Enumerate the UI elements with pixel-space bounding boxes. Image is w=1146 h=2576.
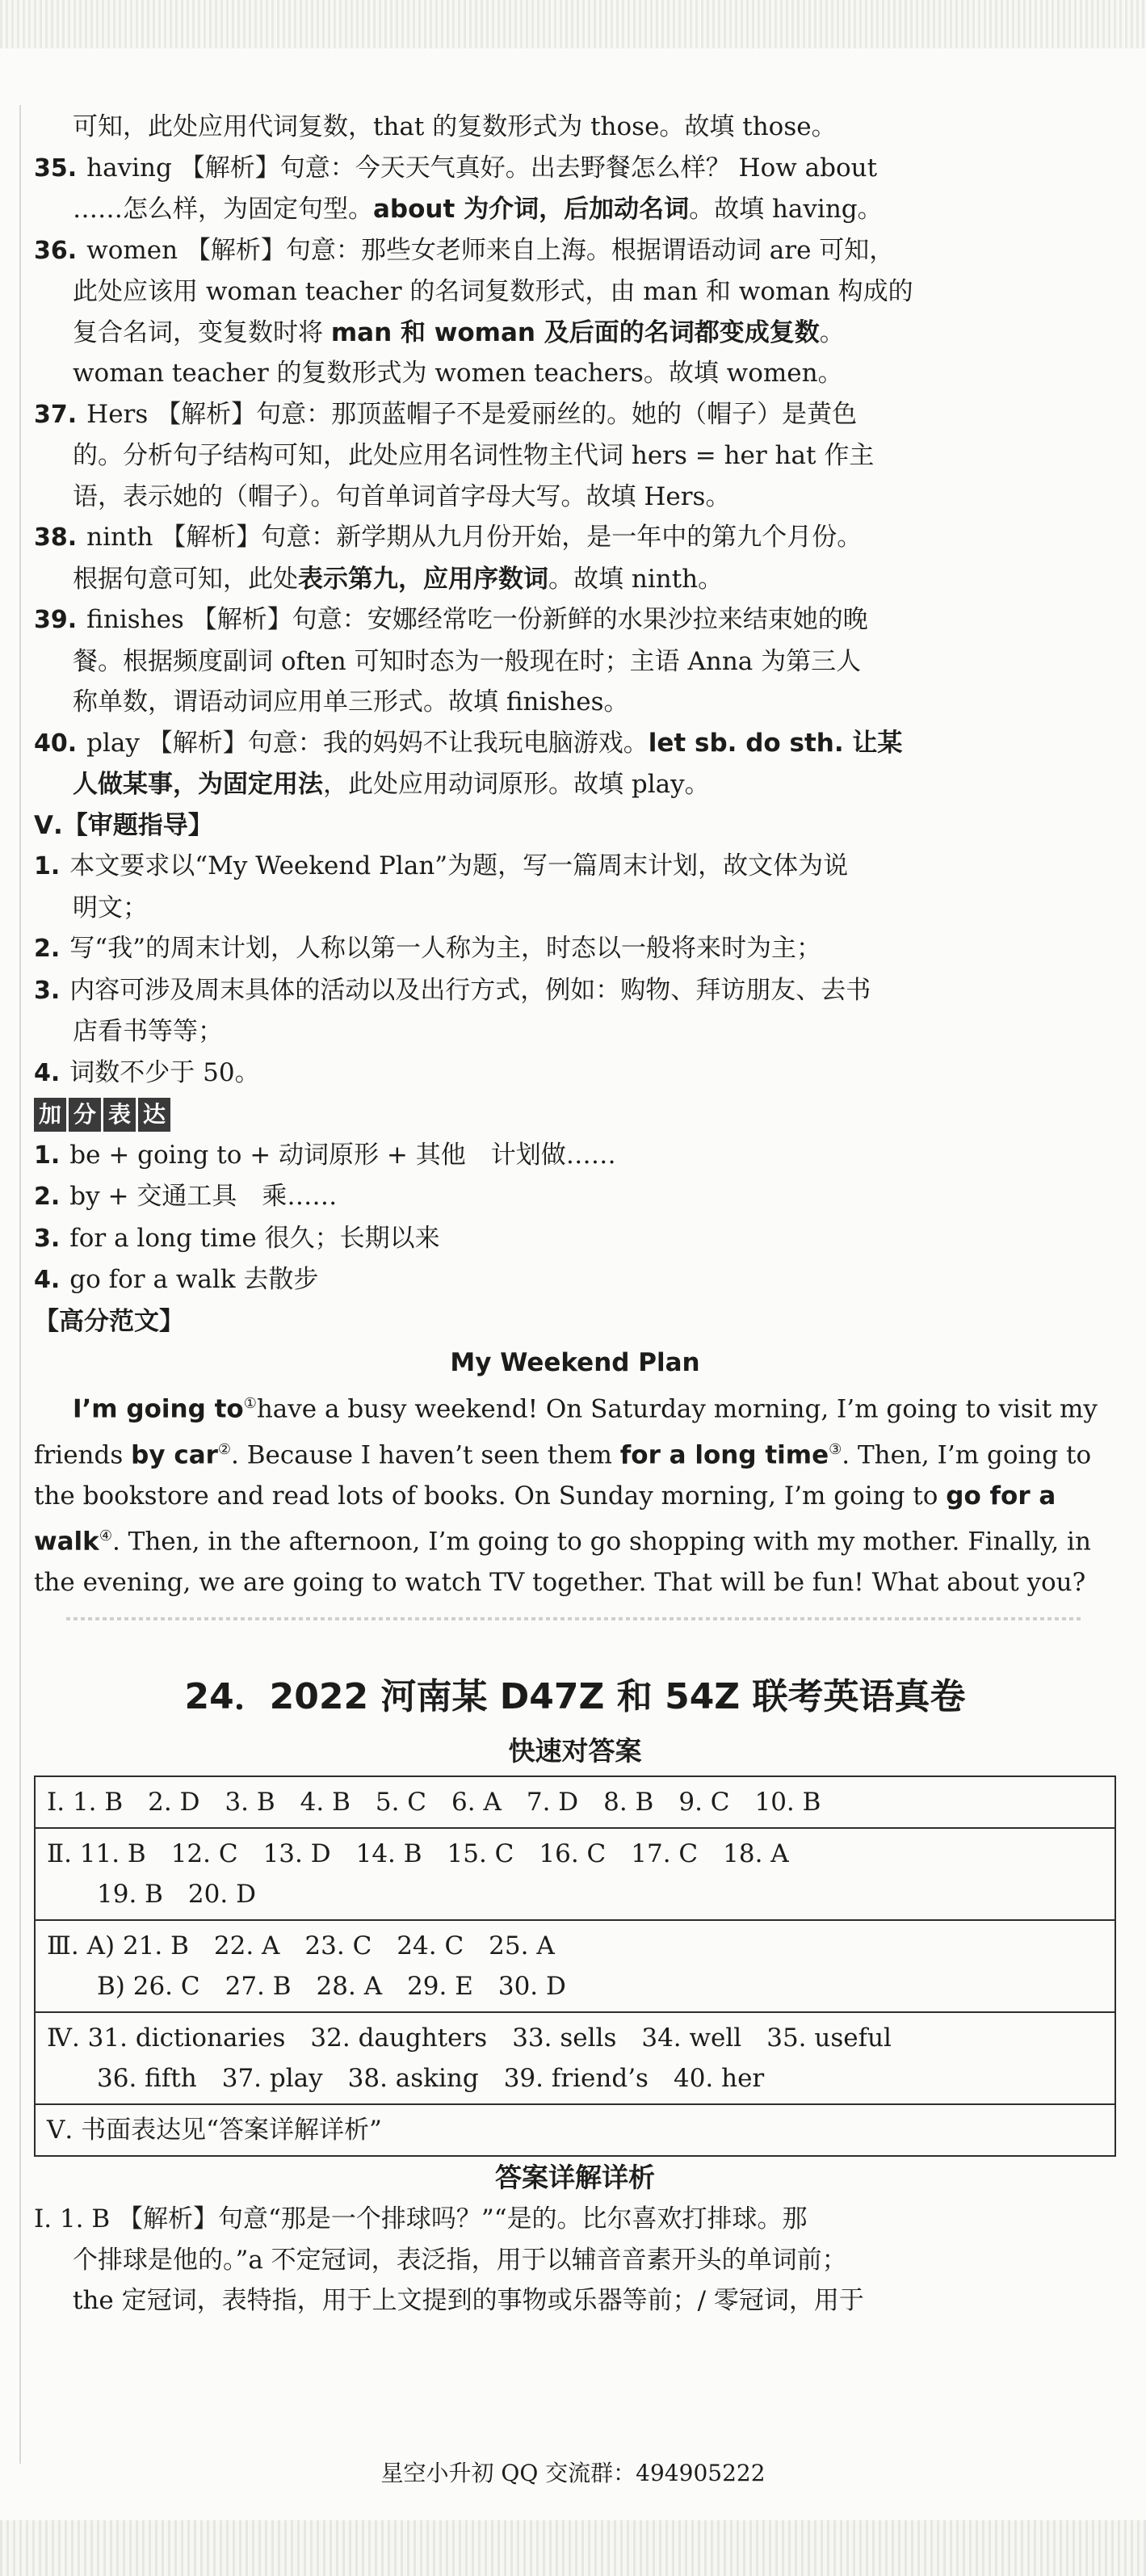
answer-key-line: Ⅱ. 11. B 12. C 13. D 14. B 15. C 16. C 17. C 18. A bbox=[47, 1839, 789, 1869]
bonus-expressions bbox=[34, 1094, 1116, 1301]
answer-36-line: 36. women 【解析】句意：那些女老师来自上海。根据谓语动词 are 可知， bbox=[34, 235, 895, 265]
essay-label: 【高分范文】 bbox=[34, 1306, 184, 1336]
answer-key-row bbox=[36, 2105, 1115, 2155]
text-line: 餐。根据频度副词 often 可知时态为一般现在时；主语 Anna 为第三人 bbox=[73, 646, 862, 676]
section-divider bbox=[66, 1617, 1084, 1620]
guide-item: 2. 写“我”的周末计划，人称以第一人称为主，时态以一般将来时为主； bbox=[34, 934, 821, 963]
answer-35-line: 35. having 【解析】句意：今天天气真好。出去野餐怎么样？ How about bbox=[34, 153, 878, 183]
answer-key-line: Ⅲ. A) 21. B 22. A 23. C 24. C 25. A bbox=[47, 1931, 555, 1961]
answer-38-line: 38. ninth 【解析】句意：新学期从九月份开始，是一年中的第九个月份。 bbox=[34, 523, 863, 552]
detail-line: Ⅰ. 1. B 【解析】句意“那是一个排球吗？”“是的。比尔喜欢打排球。那 bbox=[34, 2204, 808, 2234]
text-line: 此处应该用 woman teacher 的名词复数形式，由 man 和 woman 构成的 bbox=[73, 277, 913, 306]
text-line: 的。分析句子结构可知，此处应用名词性物主代词 hers = her hat 作主 bbox=[73, 441, 875, 470]
bonus-tag: 达 bbox=[138, 1098, 170, 1132]
guide-item: 4. 词数不少于 50。 bbox=[34, 1057, 260, 1087]
margin-rule bbox=[19, 105, 21, 2464]
guide-item-cont: 店看书等等； bbox=[73, 1017, 223, 1046]
answer-key-line: Ⅴ. 书面表达见“答案详解详析” bbox=[47, 2116, 382, 2145]
page-content bbox=[34, 107, 1116, 2322]
footer-note: 星空小升初 QQ 交流群：494905222 bbox=[380, 2460, 766, 2486]
text-line: 称单数，谓语动词应用单三形式。故填 finishes。 bbox=[73, 687, 629, 716]
writing-guide bbox=[34, 805, 1116, 1095]
answers-35-36 bbox=[34, 107, 1116, 394]
bonus-tag: 分 bbox=[69, 1098, 101, 1132]
essay-body: I’m going to①have a busy weekend! On Saturday morning, I’m going to visit my friends by car②. Because I haven’t seen them for a long time③. Then, I’m going to the bookstore and read lots of books. On Sunday morning, I’m going to go for a walk④. Then, in the afternoon, I’m going to go shopping with my mother. Finally, in the evening, we are going to watch TV together. That will be fun! What about you? bbox=[34, 1394, 1098, 1597]
text-line: 可知，此处应用代词复数，that 的复数形式为 those。故填 those。 bbox=[73, 112, 837, 141]
answer-key-table bbox=[34, 1775, 1116, 2157]
model-essay bbox=[34, 1301, 1116, 1603]
answer-key-line: B) 26. C 27. B 28. A 29. E 30. D bbox=[47, 1972, 566, 2002]
text-line: ……怎么样，为固定句型。about 为介词，后加动名词。故填 having。 bbox=[73, 195, 883, 224]
exam-section bbox=[34, 1669, 1116, 2322]
essay-title: My Weekend Plan bbox=[450, 1348, 700, 1377]
answers-37-40 bbox=[34, 394, 1116, 805]
text-line: 根据句意可知，此处表示第九，应用序数词。故填 ninth。 bbox=[73, 564, 724, 594]
guide-item-cont: 明文； bbox=[73, 893, 148, 922]
text-line: 人做某事，为固定用法，此处应用动词原形。故填 play。 bbox=[73, 770, 710, 799]
detail-heading: 答案详解详析 bbox=[495, 2162, 655, 2194]
bonus-tag: 加 bbox=[34, 1098, 66, 1132]
top-scan-band bbox=[0, 0, 1146, 48]
answer-37-line: 37. Hers 【解析】句意：那顶蓝帽子不是爱丽丝的。她的（帽子）是黄色 bbox=[34, 399, 858, 429]
answer-40-line: 40. play 【解析】句意：我的妈妈不让我玩电脑游戏。let sb. do sth. 让某 bbox=[34, 728, 903, 758]
guide-item: 1. 本文要求以“My Weekend Plan”为题，写一篇周末计划，故文体为说 bbox=[34, 851, 849, 880]
guide-heading: Ⅴ.【审题指导】 bbox=[34, 810, 213, 840]
detail-line: 个排球是他的。”a 不定冠词，表泛指，用于以辅音音素开头的单词前； bbox=[73, 2245, 847, 2275]
answer-39-line: 39. finishes 【解析】句意：安娜经常吃一份新鲜的水果沙拉来结束她的晚 bbox=[34, 605, 868, 634]
bonus-item: 3. for a long time 很久；长期以来 bbox=[34, 1223, 440, 1253]
answer-key-row bbox=[36, 1777, 1115, 1829]
answer-key-line: Ⅰ. 1. B 2. D 3. B 4. B 5. C 6. A 7. D 8. B 9. C 10. B bbox=[47, 1788, 821, 1817]
detail-line: the 定冠词，表特指，用于上文提到的事物或乐器等前；/ 零冠词，用于 bbox=[73, 2286, 864, 2316]
bonus-item: 4. go for a walk 去散步 bbox=[34, 1265, 319, 1294]
bonus-item: 2. by + 交通工具 乘…… bbox=[34, 1182, 338, 1211]
answer-key-row bbox=[36, 1921, 1115, 2013]
answer-key-row bbox=[36, 2013, 1115, 2105]
bonus-item: 1. be + going to + 动词原形 + 其他 计划做…… bbox=[34, 1140, 616, 1170]
guide-item: 3. 内容可涉及周末具体的活动以及出行方式，例如：购物、拜访朋友、去书 bbox=[34, 975, 871, 1005]
answer-key-line: 19. B 20. D bbox=[47, 1880, 256, 1910]
bottom-scan-band bbox=[0, 2520, 1146, 2576]
answer-key-line: Ⅳ. 31. dictionaries 32. daughters 33. sells 34. well 35. useful bbox=[47, 2023, 892, 2053]
text-line: 语，表示她的（帽子）。句首单词首字母大写。故填 Hers。 bbox=[73, 481, 731, 511]
text-line: woman teacher 的复数形式为 women teachers。故填 women。 bbox=[73, 359, 843, 388]
text-line: 复合名词，变复数时将 man 和 woman 及后面的名词都变成复数。 bbox=[73, 317, 845, 347]
bonus-heading bbox=[34, 1094, 1116, 1135]
quick-answers-heading: 快速对答案 bbox=[508, 1735, 642, 1767]
answer-key-line: 36. fifth 37. play 38. asking 39. friend’s 40. her bbox=[47, 2064, 765, 2094]
answer-key-row bbox=[36, 1829, 1115, 1921]
section-title: 24．2022 河南某 D47Z 和 54Z 联考英语真卷 bbox=[184, 1676, 966, 1718]
bonus-tag: 表 bbox=[103, 1098, 136, 1132]
